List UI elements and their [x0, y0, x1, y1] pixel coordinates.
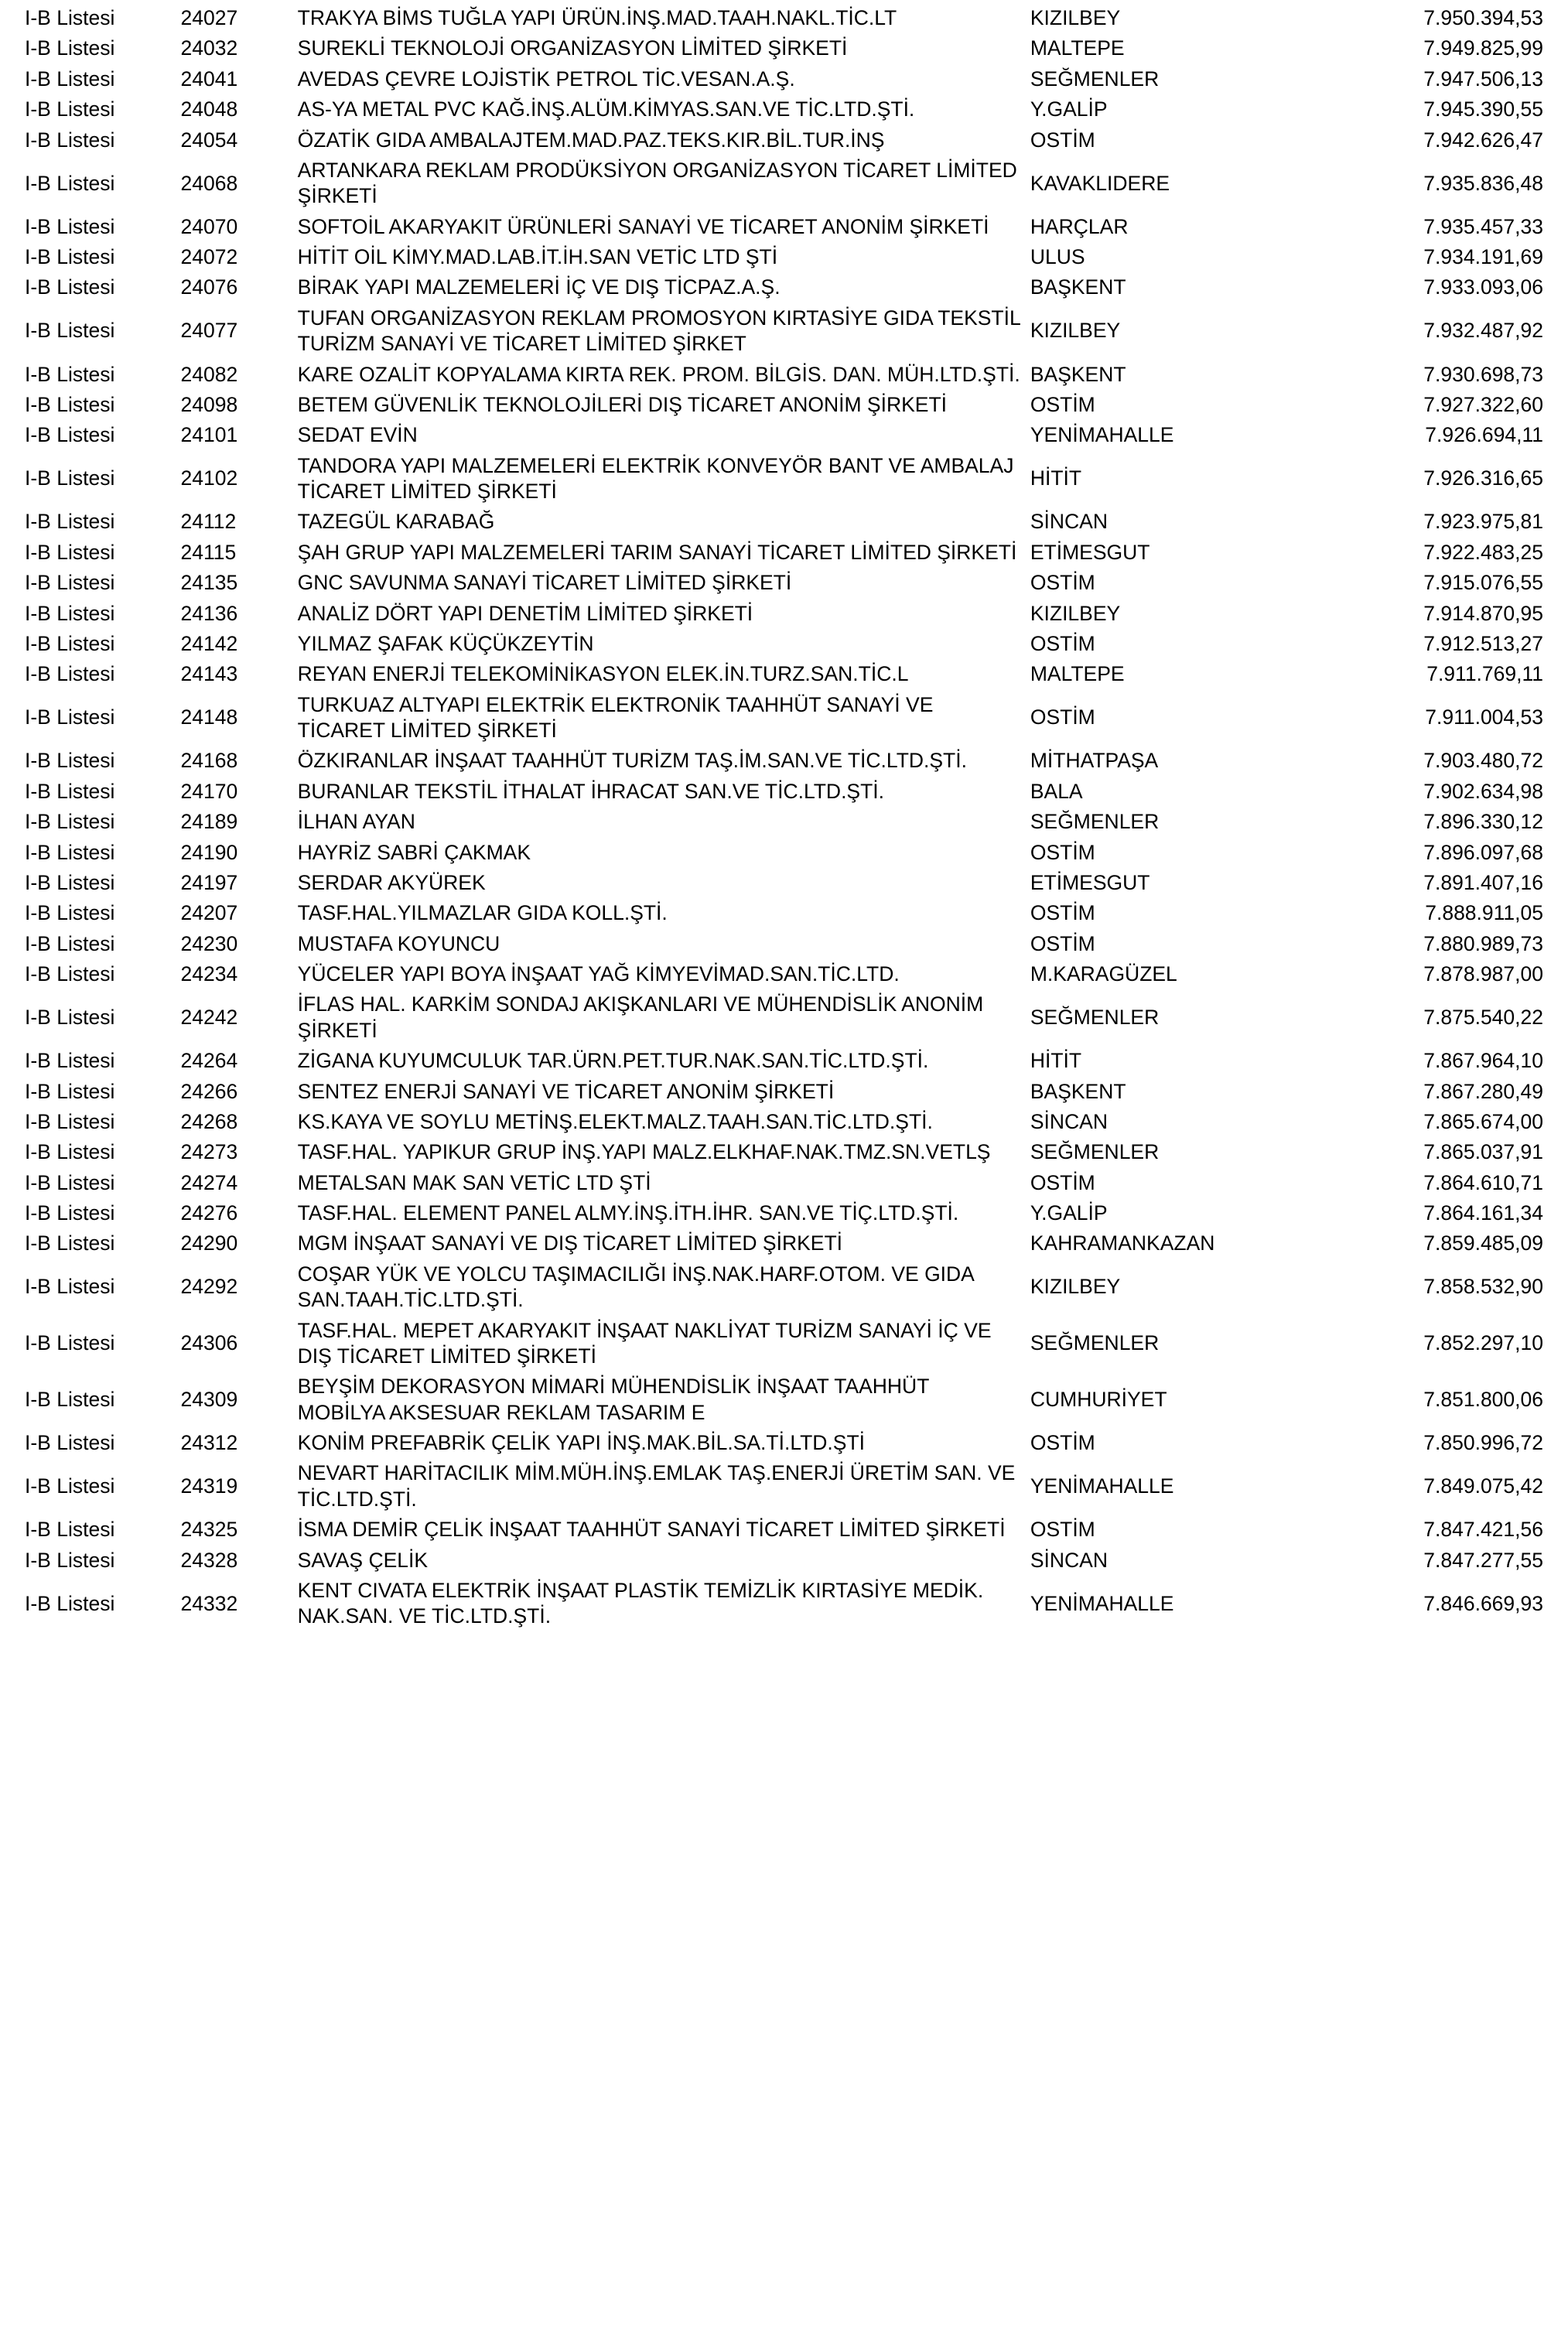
row-sequence-no: 24102: [180, 466, 238, 490]
row-amount: 7.902.634,98: [1423, 779, 1543, 803]
row-sequence-no: 24328: [180, 1548, 238, 1572]
row-list-name: I-B Listesi: [25, 1275, 115, 1299]
table-row: [20, 1515, 1548, 1545]
row-taxpayer-name: AVEDAS ÇEVRE LOJİSTİK PETROL TİC.VESAN.A.Ş.: [297, 67, 795, 91]
row-tax-office: ULUS: [1030, 245, 1085, 268]
row-sequence-no: 24332: [180, 1591, 238, 1615]
row-taxpayer-name: TURKUAZ ALTYAPI ELEKTRİK ELEKTRONİK TAAHHÜT SANAYİ VE TİCARET LİMİTED ŞİRKETİ: [297, 692, 934, 742]
row-list-name: I-B Listesi: [25, 67, 115, 91]
row-sequence-no: 24048: [180, 97, 238, 121]
row-tax-office: MALTEPE: [1030, 36, 1125, 60]
row-amount: 7.851.800,06: [1423, 1387, 1543, 1411]
table-row: [20, 3, 1548, 33]
table-row: [20, 807, 1548, 837]
row-sequence-no: 24230: [180, 931, 238, 955]
row-sequence-no: 24197: [180, 870, 238, 894]
table-row: [20, 507, 1548, 537]
row-taxpayer-name: MGM İNŞAAT SANAYİ VE DIŞ TİCARET LİMİTED ŞİRKETİ: [297, 1231, 843, 1255]
row-taxpayer-name: SOFTOİL AKARYAKIT ÜRÜNLERİ SANAYİ VE TİCARET ANONİM ŞİRKETİ: [297, 214, 989, 238]
row-amount: 7.865.037,91: [1423, 1140, 1543, 1164]
row-amount: 7.915.076,55: [1423, 571, 1543, 595]
row-list-name: I-B Listesi: [25, 466, 115, 490]
table-row: [20, 212, 1548, 242]
row-list-name: I-B Listesi: [25, 36, 115, 60]
table-row: [20, 1428, 1548, 1458]
row-list-name: I-B Listesi: [25, 631, 115, 655]
table-row: [20, 420, 1548, 450]
row-taxpayer-name: GNC SAVUNMA SANAYİ TİCARET LİMİTED ŞİRKETİ: [297, 571, 792, 595]
row-taxpayer-name: TUFAN ORGANİZASYON REKLAM PROMOSYON KIRTASİYE GIDA TEKSTİL TURİZM SANAYİ VE TİCARET LİMİTED ŞİRKET: [297, 306, 1020, 356]
row-amount: 7.947.506,13: [1423, 67, 1543, 91]
row-list-name: I-B Listesi: [25, 1006, 115, 1030]
row-amount: 7.933.093,06: [1423, 275, 1543, 299]
row-taxpayer-name: SERDAR AKYÜREK: [297, 870, 486, 894]
table-row: [20, 1077, 1548, 1107]
row-tax-office: YENİMAHALLE: [1030, 1591, 1174, 1615]
row-sequence-no: 24312: [180, 1431, 238, 1454]
row-tax-office: SEĞMENLER: [1030, 1331, 1160, 1355]
row-amount: 7.849.075,42: [1423, 1474, 1543, 1498]
row-taxpayer-name: ŞAH GRUP YAPI MALZEMELERİ TARIM SANAYİ TİCARET LİMİTED ŞİRKETİ: [297, 540, 1017, 564]
row-list-name: I-B Listesi: [25, 962, 115, 985]
row-amount: 7.878.987,00: [1423, 962, 1543, 985]
row-sequence-no: 24143: [180, 662, 238, 686]
row-list-name: I-B Listesi: [25, 571, 115, 595]
row-taxpayer-name: YILMAZ ŞAFAK KÜÇÜKZEYTİN: [297, 631, 594, 655]
table-row: [20, 360, 1548, 390]
row-tax-office: OSTİM: [1030, 901, 1095, 925]
row-taxpayer-name: HİTİT OİL KİMY.MAD.LAB.İT.İH.SAN VETİC LTD ŞTİ: [297, 245, 778, 268]
row-sequence-no: 24170: [180, 779, 238, 803]
row-taxpayer-name: SEDAT EVİN: [297, 423, 418, 447]
row-list-name: I-B Listesi: [25, 97, 115, 121]
row-taxpayer-name: REYAN ENERJİ TELEKOMİNİKASYON ELEK.İN.TURZ.SAN.TİC.L: [297, 662, 909, 686]
row-sequence-no: 24027: [180, 6, 238, 29]
row-tax-office: KIZILBEY: [1030, 601, 1121, 625]
row-list-name: I-B Listesi: [25, 128, 115, 152]
row-sequence-no: 24068: [180, 171, 238, 195]
row-sequence-no: 24190: [180, 840, 238, 864]
table-row: [20, 155, 1548, 212]
row-list-name: I-B Listesi: [25, 1331, 115, 1355]
row-amount: 7.949.825,99: [1423, 36, 1543, 60]
row-list-name: I-B Listesi: [25, 392, 115, 416]
row-amount: 7.865.674,00: [1423, 1109, 1543, 1133]
row-tax-office: SİNCAN: [1030, 1548, 1108, 1572]
row-list-name: I-B Listesi: [25, 540, 115, 564]
row-tax-office: OSTİM: [1030, 128, 1095, 152]
row-taxpayer-name: BİRAK YAPI MALZEMELERİ İÇ VE DIŞ TİCPAZ.A.Ş.: [297, 275, 781, 299]
row-amount: 7.852.297,10: [1423, 1331, 1543, 1355]
row-sequence-no: 24077: [180, 319, 238, 343]
row-tax-office: KAVAKLIDERE: [1030, 171, 1170, 195]
row-amount: 7.867.964,10: [1423, 1049, 1543, 1073]
row-list-name: I-B Listesi: [25, 1591, 115, 1615]
row-taxpayer-name: NEVART HARİTACILIK MİM.MÜH.İNŞ.EMLAK TAŞ.ENERJİ ÜRETİM SAN. VE TİC.LTD.ŞTİ.: [297, 1461, 1016, 1511]
row-tax-office: Y.GALİP: [1030, 1201, 1108, 1225]
table-row: [20, 746, 1548, 776]
table-row: [20, 1107, 1548, 1137]
row-sequence-no: 24142: [180, 631, 238, 655]
row-taxpayer-name: KONİM PREFABRİK ÇELİK YAPI İNŞ.MAK.BİL.SA.Tİ.LTD.ŞTİ: [297, 1431, 866, 1454]
row-amount: 7.950.394,53: [1423, 6, 1543, 29]
row-tax-office: YENİMAHALLE: [1030, 1474, 1174, 1498]
row-amount: 7.846.669,93: [1423, 1591, 1543, 1615]
row-amount: 7.903.480,72: [1423, 749, 1543, 773]
row-sequence-no: 24292: [180, 1275, 238, 1299]
row-amount: 7.922.483,25: [1423, 540, 1543, 564]
row-taxpayer-name: KS.KAYA VE SOYLU METİNŞ.ELEKT.MALZ.TAAH.SAN.TİC.LTD.ŞTİ.: [297, 1109, 933, 1133]
row-amount: 7.942.626,47: [1423, 128, 1543, 152]
row-taxpayer-name: KENT CIVATA ELEKTRİK İNŞAAT PLASTİK TEMİZLİK KIRTASİYE MEDİK. NAK.SAN. VE TİC.LTD.ŞTİ.: [297, 1578, 984, 1628]
row-sequence-no: 24309: [180, 1387, 238, 1411]
row-tax-office: BAŞKENT: [1030, 362, 1126, 386]
row-tax-office: BALA: [1030, 779, 1083, 803]
table-row: [20, 33, 1548, 63]
row-tax-office: KAHRAMANKAZAN: [1030, 1231, 1215, 1255]
row-list-name: I-B Listesi: [25, 1387, 115, 1411]
row-tax-office: YENİMAHALLE: [1030, 423, 1174, 447]
row-list-name: I-B Listesi: [25, 1548, 115, 1572]
row-amount: 7.867.280,49: [1423, 1079, 1543, 1103]
row-sequence-no: 24273: [180, 1140, 238, 1164]
table-row: [20, 390, 1548, 420]
row-taxpayer-name: COŞAR YÜK VE YOLCU TAŞIMACILIĞI İNŞ.NAK.HARF.OTOM. VE GIDA SAN.TAAH.TİC.LTD.ŞTİ.: [297, 1262, 974, 1312]
row-tax-office: BAŞKENT: [1030, 1079, 1126, 1103]
table-row: [20, 1371, 1548, 1428]
row-taxpayer-name: İLHAN AYAN: [297, 810, 415, 834]
row-taxpayer-name: TANDORA YAPI MALZEMELERİ ELEKTRİK KONVEYÖR BANT VE AMBALAJ TİCARET LİMİTED ŞİRKETİ: [297, 453, 1014, 503]
row-sequence-no: 24276: [180, 1201, 238, 1225]
row-list-name: I-B Listesi: [25, 1170, 115, 1194]
row-tax-office: OSTİM: [1030, 705, 1095, 729]
row-amount: 7.911.004,53: [1425, 705, 1543, 729]
row-sequence-no: 24072: [180, 245, 238, 268]
row-amount: 7.850.996,72: [1423, 1431, 1543, 1454]
row-list-name: I-B Listesi: [25, 1474, 115, 1498]
row-tax-office: KIZILBEY: [1030, 319, 1121, 343]
row-taxpayer-name: MUSTAFA KOYUNCU: [297, 931, 500, 955]
row-sequence-no: 24076: [180, 275, 238, 299]
row-amount: 7.914.870,95: [1423, 601, 1543, 625]
row-list-name: I-B Listesi: [25, 275, 115, 299]
table-row: [20, 1259, 1548, 1316]
row-taxpayer-name: METALSAN MAK SAN VETİC LTD ŞTİ: [297, 1170, 651, 1194]
row-sequence-no: 24290: [180, 1231, 238, 1255]
tax-debtors-table: [20, 3, 1548, 1632]
row-tax-office: MİTHATPAŞA: [1030, 749, 1159, 773]
row-list-name: I-B Listesi: [25, 1109, 115, 1133]
row-tax-office: OSTİM: [1030, 1518, 1095, 1542]
table-row: [20, 868, 1548, 898]
table-row: [20, 838, 1548, 868]
row-tax-office: HARÇLAR: [1030, 214, 1129, 238]
row-tax-office: SEĞMENLER: [1030, 67, 1160, 91]
row-sequence-no: 24054: [180, 128, 238, 152]
table-row: [20, 929, 1548, 959]
row-tax-office: ETİMESGUT: [1030, 870, 1150, 894]
row-amount: 7.896.097,68: [1423, 840, 1543, 864]
row-tax-office: MALTEPE: [1030, 662, 1125, 686]
row-list-name: I-B Listesi: [25, 6, 115, 29]
row-list-name: I-B Listesi: [25, 1201, 115, 1225]
row-list-name: I-B Listesi: [25, 870, 115, 894]
table-row: [20, 94, 1548, 125]
row-list-name: I-B Listesi: [25, 749, 115, 773]
row-list-name: I-B Listesi: [25, 423, 115, 447]
row-sequence-no: 24082: [180, 362, 238, 386]
row-taxpayer-name: ÖZATİK GIDA AMBALAJTEM.MAD.PAZ.TEKS.KIR.BİL.TUR.İNŞ: [297, 128, 885, 152]
row-tax-office: OSTİM: [1030, 571, 1095, 595]
row-list-name: I-B Listesi: [25, 1079, 115, 1103]
row-amount: 7.864.610,71: [1423, 1170, 1543, 1194]
table-row: [20, 125, 1548, 155]
table-row: [20, 599, 1548, 629]
row-tax-office: SİNCAN: [1030, 510, 1108, 534]
row-list-name: I-B Listesi: [25, 1140, 115, 1164]
row-sequence-no: 24319: [180, 1474, 238, 1498]
row-taxpayer-name: YÜCELER YAPI BOYA İNŞAAT YAĞ KİMYEVİMAD.SAN.TİC.LTD.: [297, 962, 900, 985]
row-amount: 7.945.390,55: [1423, 97, 1543, 121]
row-sequence-no: 24266: [180, 1079, 238, 1103]
row-tax-office: OSTİM: [1030, 931, 1095, 955]
row-tax-office: CUMHURİYET: [1030, 1387, 1167, 1411]
row-taxpayer-name: KARE OZALİT KOPYALAMA KIRTA REK. PROM. BİLGİS. DAN. MÜH.LTD.ŞTİ.: [297, 362, 1020, 386]
row-amount: 7.847.421,56: [1423, 1518, 1543, 1542]
row-taxpayer-name: TASF.HAL.YILMAZLAR GIDA KOLL.ŞTİ.: [297, 901, 668, 925]
row-sequence-no: 24115: [180, 540, 237, 564]
row-taxpayer-name: TASF.HAL. ELEMENT PANEL ALMY.İNŞ.İTH.İHR. SAN.VE TİÇ.LTD.ŞTİ.: [297, 1201, 959, 1225]
row-taxpayer-name: SUREKLİ TEKNOLOJİ ORGANİZASYON LİMİTED ŞİRKETİ: [297, 36, 848, 60]
row-taxpayer-name: AS-YA METAL PVC KAĞ.İNŞ.ALÜM.KİMYAS.SAN.VE TİC.LTD.ŞTİ.: [297, 97, 915, 121]
row-taxpayer-name: TAZEGÜL KARABAĞ: [297, 510, 495, 534]
row-amount: 7.926.694,11: [1425, 423, 1543, 447]
row-taxpayer-name: TRAKYA BİMS TUĞLA YAPI ÜRÜN.İNŞ.MAD.TAAH.NAKL.TİC.LT: [297, 6, 897, 29]
table-row: [20, 1046, 1548, 1076]
row-tax-office: HİTİT: [1030, 466, 1082, 490]
row-tax-office: SEĞMENLER: [1030, 1140, 1160, 1164]
row-taxpayer-name: ARTANKARA REKLAM PRODÜKSİYON ORGANİZASYON TİCARET LİMİTED ŞİRKETİ: [297, 158, 1017, 208]
row-list-name: I-B Listesi: [25, 319, 115, 343]
row-tax-office: HİTİT: [1030, 1049, 1082, 1073]
row-tax-office: M.KARAGÜZEL: [1030, 962, 1177, 985]
row-sequence-no: 24136: [180, 601, 238, 625]
row-amount: 7.927.322,60: [1423, 392, 1543, 416]
row-sequence-no: 24189: [180, 810, 238, 834]
row-list-name: I-B Listesi: [25, 840, 115, 864]
row-sequence-no: 24070: [180, 214, 238, 238]
row-list-name: I-B Listesi: [25, 601, 115, 625]
table-row: [20, 659, 1548, 689]
row-taxpayer-name: ANALİZ DÖRT YAPI DENETİM LİMİTED ŞİRKETİ: [297, 601, 753, 625]
row-list-name: I-B Listesi: [25, 779, 115, 803]
row-taxpayer-name: ZİGANA KUYUMCULUK TAR.ÜRN.PET.TUR.NAK.SAN.TİC.LTD.ŞTİ.: [297, 1049, 929, 1073]
table-row: [20, 1228, 1548, 1259]
row-list-name: I-B Listesi: [25, 901, 115, 925]
row-amount: 7.935.836,48: [1423, 171, 1543, 195]
row-amount: 7.847.277,55: [1423, 1548, 1543, 1572]
row-amount: 7.930.698,73: [1423, 362, 1543, 386]
row-sequence-no: 24148: [180, 705, 238, 729]
row-list-name: I-B Listesi: [25, 1231, 115, 1255]
row-taxpayer-name: HAYRİZ SABRİ ÇAKMAK: [297, 840, 531, 864]
row-sequence-no: 24268: [180, 1109, 238, 1133]
row-list-name: I-B Listesi: [25, 1431, 115, 1454]
row-sequence-no: 24168: [180, 749, 238, 773]
row-taxpayer-name: SENTEZ ENERJİ SANAYİ VE TİCARET ANONİM ŞİRKETİ: [297, 1079, 835, 1103]
row-sequence-no: 24264: [180, 1049, 238, 1073]
row-amount: 7.923.975,81: [1423, 510, 1543, 534]
row-amount: 7.926.316,65: [1423, 466, 1543, 490]
row-sequence-no: 24135: [180, 571, 238, 595]
row-sequence-no: 24207: [180, 901, 238, 925]
table-row: [20, 1458, 1548, 1515]
row-tax-office: Y.GALİP: [1030, 97, 1108, 121]
row-taxpayer-name: BETEM GÜVENLİK TEKNOLOJİLERİ DIŞ TİCARET ANONİM ŞİRKETİ: [297, 392, 948, 416]
row-tax-office: ETİMESGUT: [1030, 540, 1150, 564]
table-row: [20, 242, 1548, 272]
row-amount: 7.880.989,73: [1423, 931, 1543, 955]
row-tax-office: KIZILBEY: [1030, 6, 1121, 29]
table-row: [20, 64, 1548, 94]
row-amount: 7.859.485,09: [1423, 1231, 1543, 1255]
row-list-name: I-B Listesi: [25, 171, 115, 195]
table-row: [20, 629, 1548, 659]
row-amount: 7.911.769,11: [1426, 662, 1543, 686]
row-list-name: I-B Listesi: [25, 214, 115, 238]
row-sequence-no: 24032: [180, 36, 238, 60]
table-row: [20, 568, 1548, 598]
row-sequence-no: 24112: [180, 510, 237, 534]
row-tax-office: OSTİM: [1030, 1431, 1095, 1454]
row-tax-office: OSTİM: [1030, 1170, 1095, 1194]
table-row: [20, 1198, 1548, 1228]
row-amount: 7.875.540,22: [1423, 1006, 1543, 1030]
row-amount: 7.932.487,92: [1423, 319, 1543, 343]
row-taxpayer-name: BURANLAR TEKSTİL İTHALAT İHRACAT SAN.VE TİC.LTD.ŞTİ.: [297, 779, 885, 803]
row-list-name: I-B Listesi: [25, 1518, 115, 1542]
row-tax-office: OSTİM: [1030, 840, 1095, 864]
table-row: [20, 538, 1548, 568]
row-sequence-no: 24306: [180, 1331, 238, 1355]
row-tax-office: OSTİM: [1030, 392, 1095, 416]
table-row: [20, 777, 1548, 807]
row-tax-office: OSTİM: [1030, 631, 1095, 655]
row-amount: 7.858.532,90: [1423, 1275, 1543, 1299]
table-row: [20, 1546, 1548, 1576]
row-sequence-no: 24242: [180, 1006, 238, 1030]
row-sequence-no: 24101: [180, 423, 238, 447]
row-amount: 7.935.457,33: [1423, 214, 1543, 238]
row-sequence-no: 24041: [180, 67, 238, 91]
row-tax-office: SEĞMENLER: [1030, 810, 1160, 834]
row-amount: 7.891.407,16: [1423, 870, 1543, 894]
table-row: [20, 690, 1548, 746]
row-tax-office: KIZILBEY: [1030, 1275, 1121, 1299]
row-list-name: I-B Listesi: [25, 810, 115, 834]
row-list-name: I-B Listesi: [25, 1049, 115, 1073]
table-row: [20, 1316, 1548, 1372]
row-amount: 7.888.911,05: [1425, 901, 1543, 925]
row-amount: 7.864.161,34: [1423, 1201, 1543, 1225]
row-taxpayer-name: İSMA DEMİR ÇELİK İNŞAAT TAAHHÜT SANAYİ TİCARET LİMİTED ŞİRKETİ: [297, 1518, 1006, 1542]
row-list-name: I-B Listesi: [25, 931, 115, 955]
row-list-name: I-B Listesi: [25, 510, 115, 534]
row-tax-office: SEĞMENLER: [1030, 1006, 1160, 1030]
row-list-name: I-B Listesi: [25, 705, 115, 729]
table-row: [20, 303, 1548, 360]
row-sequence-no: 24274: [180, 1170, 238, 1194]
row-tax-office: SİNCAN: [1030, 1109, 1108, 1133]
row-sequence-no: 24234: [180, 962, 238, 985]
row-list-name: I-B Listesi: [25, 245, 115, 268]
table-row: [20, 451, 1548, 507]
row-taxpayer-name: ÖZKIRANLAR İNŞAAT TAAHHÜT TURİZM TAŞ.İM.SAN.VE TİC.LTD.ŞTİ.: [297, 749, 967, 773]
row-sequence-no: 24098: [180, 392, 238, 416]
table-row: [20, 959, 1548, 989]
row-taxpayer-name: İFLAS HAL. KARKİM SONDAJ AKIŞKANLARI VE MÜHENDİSLİK ANONİM ŞİRKETİ: [297, 992, 984, 1042]
row-taxpayer-name: BEYŞİM DEKORASYON MİMARİ MÜHENDİSLİK İNŞAAT TAAHHÜT MOBİLYA AKSESUAR REKLAM TASARIM E: [297, 1375, 929, 1424]
table-row: [20, 989, 1548, 1046]
table-row: [20, 1168, 1548, 1198]
table-row: [20, 272, 1548, 302]
row-taxpayer-name: SAVAŞ ÇELİK: [297, 1548, 429, 1572]
row-taxpayer-name: TASF.HAL. YAPIKUR GRUP İNŞ.YAPI MALZ.ELKHAF.NAK.TMZ.SN.VETLŞ: [297, 1140, 991, 1164]
row-amount: 7.912.513,27: [1423, 631, 1543, 655]
table-row: [20, 898, 1548, 928]
table-row: [20, 1137, 1548, 1167]
row-sequence-no: 24325: [180, 1518, 238, 1542]
row-tax-office: BAŞKENT: [1030, 275, 1126, 299]
row-list-name: I-B Listesi: [25, 362, 115, 386]
table-body: [20, 3, 1548, 1632]
row-list-name: I-B Listesi: [25, 662, 115, 686]
row-taxpayer-name: TASF.HAL. MEPET AKARYAKIT İNŞAAT NAKLİYAT TURİZM SANAYİ İÇ VE DIŞ TİCARET LİMİTED ŞİRKETİ: [297, 1318, 992, 1368]
table-row: [20, 1576, 1548, 1632]
row-amount: 7.896.330,12: [1423, 810, 1543, 834]
row-amount: 7.934.191,69: [1423, 245, 1543, 268]
